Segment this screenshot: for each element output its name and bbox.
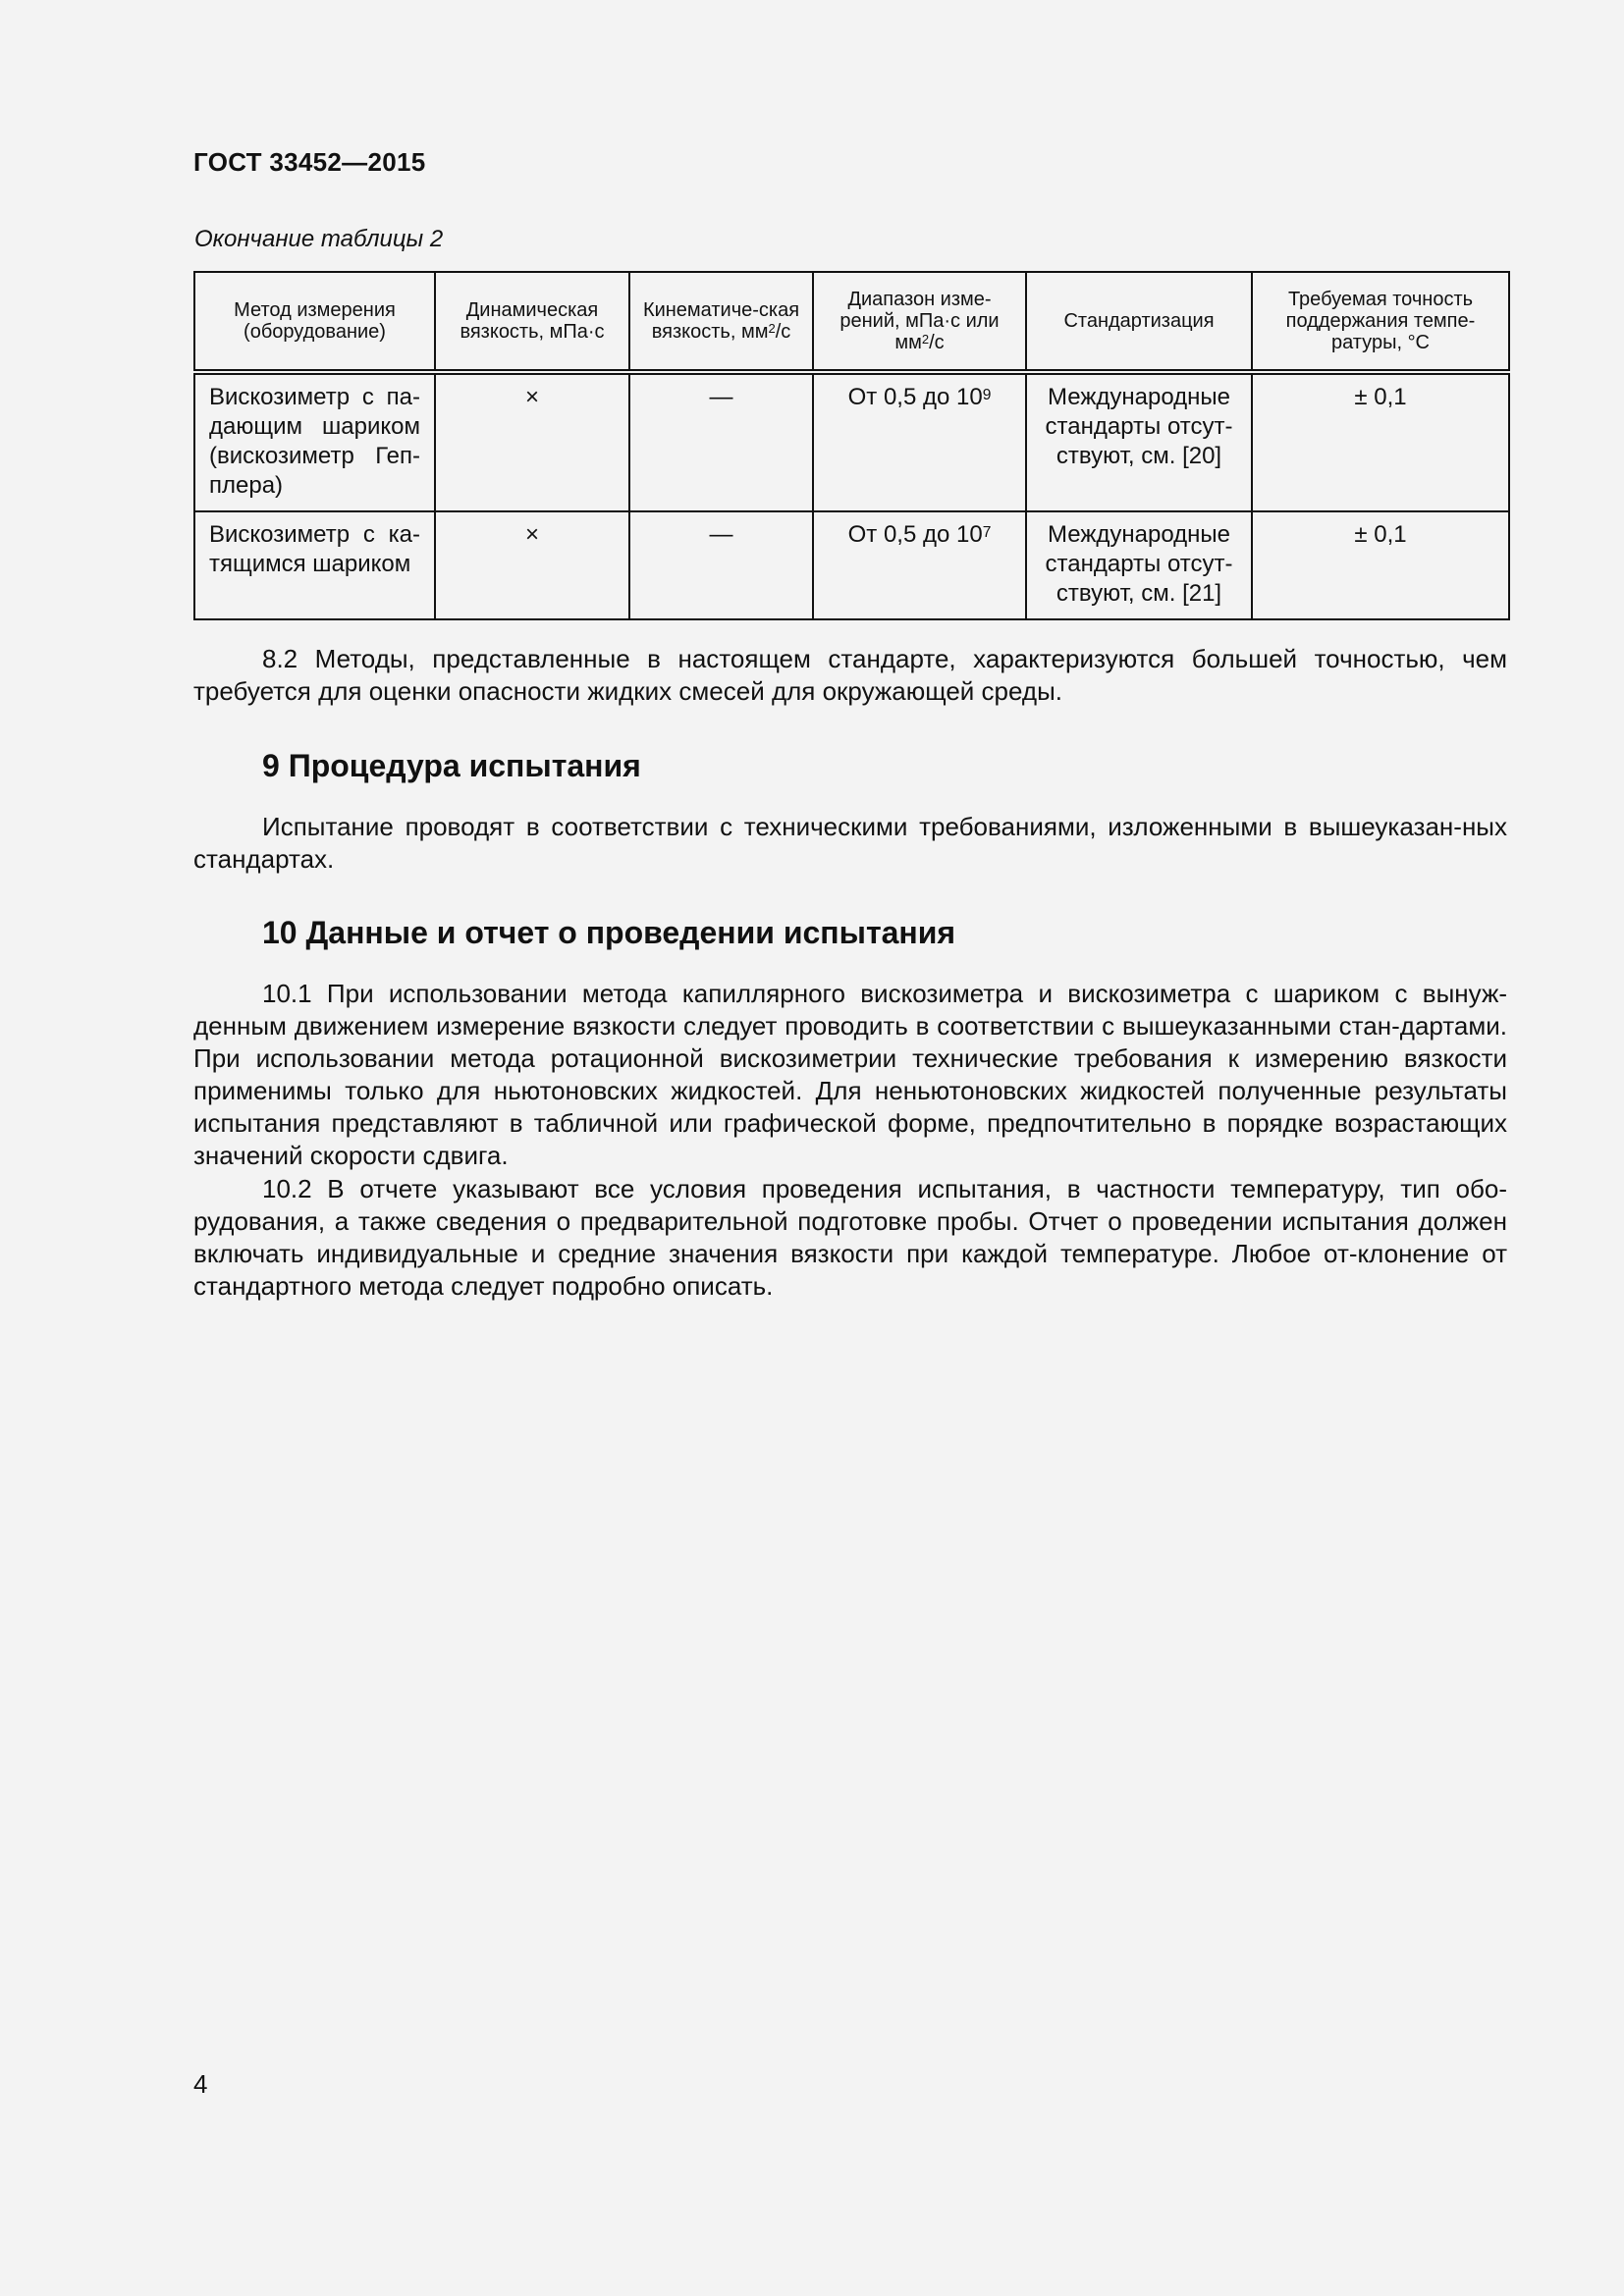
header-standardization: Стандартизация bbox=[1026, 272, 1252, 372]
cell-method: Вискозиметр с ка-тящимся шариком bbox=[194, 511, 435, 619]
table-row bbox=[194, 511, 1509, 619]
header-temperature-accuracy: Требуемая точность поддержания темпе-ратуры, °С bbox=[1252, 272, 1509, 372]
paragraph-9: Испытание проводят в соответствии с техническими требованиями, изложенными в вышеуказан-ных стандартах. bbox=[193, 812, 1507, 874]
cell-kinematic: — bbox=[629, 511, 813, 619]
cell-method: Вискозиметр с па-дающим шариком (вискозиметр Геп-плера) bbox=[194, 372, 435, 511]
header-measurement-range: Диапазон изме-рений, мПа·с или $мм^2/с$ bbox=[813, 272, 1026, 372]
cell-accuracy: ± 0,1 bbox=[1252, 372, 1509, 511]
cell-standard: Международные стандарты отсут-ствуют, см. [20] bbox=[1026, 372, 1252, 511]
paragraph-8-2: 8.2 Методы, представленные в настоящем стандарте, характеризуются большей точностью, чем требуется для оценки опасности жидких смесей для окружающей среды. bbox=[193, 644, 1507, 706]
header-method: Метод измерения (оборудование) bbox=[194, 272, 435, 372]
paragraph-10-2: 10.2 В отчете указывают все условия проведения испытания, в частности температуру, тип обо-рудования, а также сведения о предварительной подготовке пробы. Отчет о проведении испытания должен включать индивидуальные и средние значения вязкости при каждой температуре. Любое от-клонение от стандартного метода следует подробно описать. bbox=[193, 1174, 1507, 1301]
viscosity-methods-table bbox=[193, 271, 1510, 620]
heading-section-10: 10 Данные и отчет о проведении испытания bbox=[262, 915, 956, 950]
cell-range: От 0,5 до $10^9$ bbox=[813, 372, 1026, 511]
cell-dynamic: × bbox=[435, 511, 629, 619]
cell-accuracy: ± 0,1 bbox=[1252, 511, 1509, 619]
header-dynamic-viscosity: Динамическая вязкость, мПа·с bbox=[435, 272, 629, 372]
table-header-row bbox=[194, 272, 1509, 372]
page-number: 4 bbox=[193, 2069, 208, 2099]
cell-standard: Международные стандарты отсут-ствуют, см. [21] bbox=[1026, 511, 1252, 619]
table-caption: Окончание таблицы 2 bbox=[194, 226, 444, 252]
cell-dynamic: × bbox=[435, 372, 629, 511]
cell-range: От 0,5 до $10^7$ bbox=[813, 511, 1026, 619]
paragraph-10-1: 10.1 При использовании метода капиллярного вискозиметра и вискозиметра с шариком с вынуж-денным движением измерение вязкости следует проводить в соответствии с вышеуказанными стан-дартами. При использовании метода ротационной вискозиметрии технические требования к измерению вязкости применимы только для ньютоновских жидкостей. Для неньютоновских жидкостей полученные результаты испытания представляют в табличной или графической форме, предпочтительно в порядке возрастающих значений скорости сдвига. bbox=[193, 979, 1507, 1170]
cell-kinematic: — bbox=[629, 372, 813, 511]
header-kinematic-viscosity: Кинематиче-ская вязкость, $мм^2/с$ bbox=[629, 272, 813, 372]
heading-section-9: 9 Процедура испытания bbox=[262, 748, 641, 783]
document-header: ГОСТ 33452—2015 bbox=[193, 147, 426, 177]
table-row bbox=[194, 372, 1509, 511]
